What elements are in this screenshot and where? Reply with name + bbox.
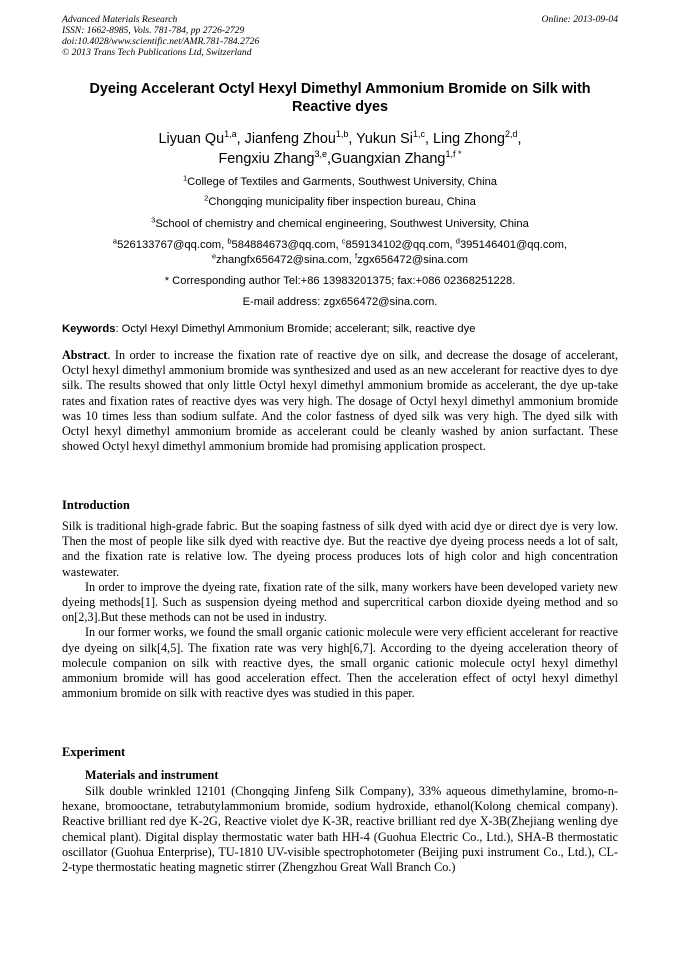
online-date: Online: 2013-09-04 bbox=[541, 14, 618, 25]
author: Liyuan Qu$^{1,a}$ bbox=[158, 129, 237, 147]
keywords: Keywords: Octyl Hexyl Dimethyl Ammonium Bromide; accelerant; silk, reactive dye bbox=[62, 323, 476, 335]
copyright-line: © 2013 Trans Tech Publications Ltd, Switzerland bbox=[62, 47, 252, 58]
paragraph: In our former works, we found the small organic cationic molecule were very efficient accelerant for reactive dye dyeing on silk[4,5]. The fixation rate was very high[6,7]. According to the dyeing acceleration theory of molecule companion on silk with reactive dyes, the small organic cationic molecule octyl hexyl dimethyl ammonium bromide will has good acceleration effect. Then the acceleration effect of octyl hexyl dimethyl ammonium bromide on silk with reactive dyes was studied in this paper. bbox=[62, 625, 618, 701]
introduction-heading: Introduction bbox=[62, 498, 130, 512]
materials-heading: Materials and instrument bbox=[85, 768, 219, 782]
email-list: $^a$526133767@qq.com, $^b$584884673@qq.com, $^c$859134102@qq.com, $^d$395146401@qq.com, $^e$zhangfx656472@sina.com, $^f$zgx656472@sina.com bbox=[112, 236, 568, 266]
email-address: E-mail address: zgx656472@sina.com. bbox=[242, 296, 438, 308]
corresponding-author: * Corresponding author Tel:+86 13983201375; fax:+086 02368251228. bbox=[164, 275, 516, 287]
materials-body: Silk double wrinkled 12101 (Chongqing Jinfeng Silk Company), 33% aqueous dimethylamine, bromo-n-hexane, bromooctane, tetrabutylammonium bromide, sodium hydroxide, ethanol(Kolong chemical company). Reactive brilliant red dye K-2G, Reactive violet dye K-3R, reactive brilliant red dye X-3B(Zhejiang wenling dye chemical plant). Digital display thermostatic water bath HH-4 (Guohua Electric Co., Ltd.), SHA-B thermostatic oscillator (Guohua Enterprise), TU-1810 UV-visible spectrophotometer (Beijing puxi instrument Co., Ltd.), CL-2-type thermostatic heating magnetic stirrer (Zhengzhou Great Wall Branch Co.) bbox=[62, 784, 618, 875]
author: Yukun Si$^{1,c}$ bbox=[356, 129, 425, 147]
affiliation-3: $^3$School of chemistry and chemical engineering, Southwest University, China bbox=[151, 215, 529, 230]
affiliation-1: $^1$College of Textiles and Garments, Southwest University, China bbox=[182, 173, 498, 188]
journal-name: Advanced Materials Research bbox=[62, 14, 178, 25]
paragraph: In order to improve the dyeing rate, fixation rate of the silk, many workers have been developed variety new dyeing methods[1]. Such as suspension dyeing method and supercritical carbon dioxide dyeing method and so on[2,3].But these methods can not be used in industry. bbox=[62, 579, 618, 625]
journal-header bbox=[62, 14, 618, 58]
author: Fengxiu Zhang$^{3,e}$ bbox=[218, 149, 328, 167]
introduction-body bbox=[62, 519, 618, 701]
issn-line: ISSN: 1662-8985, Vols. 781-784, pp 2726-2729 bbox=[62, 25, 245, 36]
experiment-heading: Experiment bbox=[62, 745, 126, 759]
paper-title: Dyeing Accelerant Octyl Hexyl Dimethyl Ammonium Bromide on Silk with Reactive dyes bbox=[89, 81, 591, 115]
doi-line: doi:10.4028/www.scientific.net/AMR.781-784.2726 bbox=[62, 36, 260, 47]
author: Ling Zhong$^{2,d}$ bbox=[432, 129, 518, 147]
author: Jianfeng Zhou$^{1,b}$ bbox=[244, 129, 349, 147]
author: Guangxian Zhang$^{1,f *}$ bbox=[331, 149, 462, 167]
affiliation-2: $^2$Chongqing municipality fiber inspection bureau, China bbox=[204, 193, 476, 208]
paragraph: Silk is traditional high-grade fabric. But the soaping fastness of silk dyed with acid dye or direct dye is very low. Then the most of people like silk dyed with reactive dye. But the reactive dye dyeing process needs a lot of salt, and the fixation rate is relative low. The dyeing process produces lots of high color and high concentration wastewater. bbox=[62, 519, 618, 579]
author-list: Liyuan Qu$^{1,a}$, Jianfeng Zhou$^{1,b}$, Yukun Si$^{1,c}$, Ling Zhong$^{2,d}$, Fengxiu Zhang$^{3,e}$,Guangxian Zhang$^{1,f *}$ bbox=[158, 129, 522, 167]
abstract: Abstract. In order to increase the fixation rate of reactive dye on silk, and decrease the dosage of accelerant, Octyl hexyl dimethyl ammonium bromide was synthesized and used as an new accelerant for reactive dyes to dye silk. The results showed that only little Octyl hexyl dimethyl ammonium bromide as accelerant, the dye up-take rates and fixation rates of reactive dyes was very high. The dosage of Octyl hexyl dimethyl ammonium bromide was 10 times less than sodium sulfate. And the color fastness of dyed silk was very high. The dyed silk with Octyl hexyl dimethyl ammonium bromide as accelerant could be cleanly washed by anion surfactant. These showed Octyl hexyl dimethyl ammonium bromide had promising application prospect. bbox=[62, 348, 618, 454]
